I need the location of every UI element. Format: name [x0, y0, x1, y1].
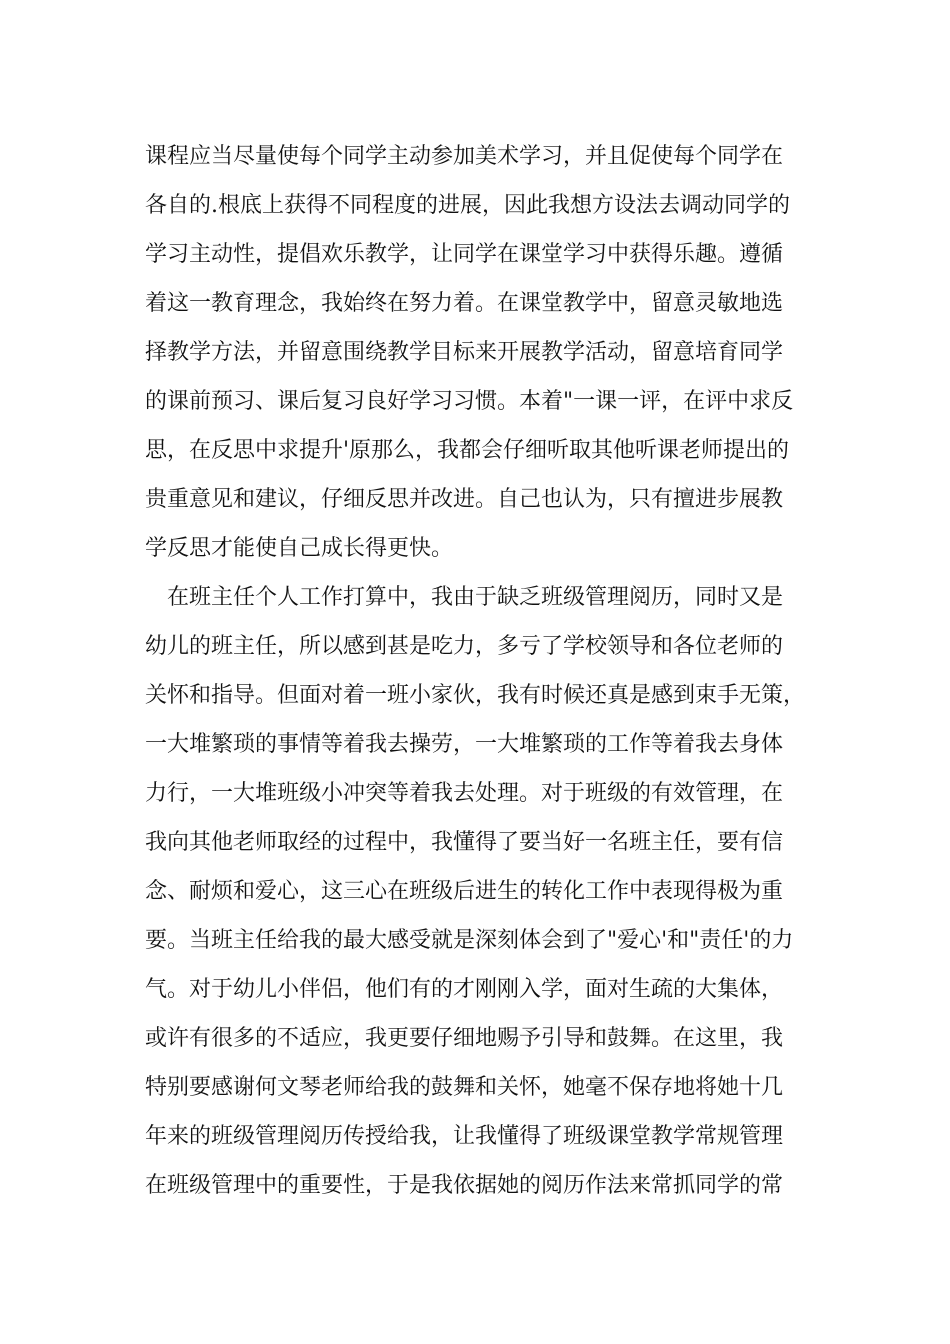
text-line: 一大堆繁琐的事情等着我去操劳，一大堆繁琐的工作等着我去身体: [145, 732, 784, 757]
text-line: 各自的.根底上获得不同程度的进展，因此我想方设法去调动同学的: [145, 193, 790, 218]
text-line: 择教学方法，并留意围绕教学目标来开展教学活动，留意培育同学: [145, 340, 784, 365]
text-line: 的课前预习、课后复习良好学习习惯。本着"一课一评，在评中求反: [145, 389, 794, 414]
text-line: 要。当班主任给我的最大感受就是深刻体会到了"爱心'和"责任'的力: [145, 928, 794, 953]
text-line: 我向其他老师取经的过程中，我懂得了要当好一名班主任，要有信: [145, 830, 784, 855]
paragraph-1: [145, 132, 825, 573]
text-line: 在班级管理中的重要性，于是我依据她的阅历作法来常抓同学的常: [145, 1173, 784, 1198]
text-line: 特别要感谢何文琴老师给我的鼓舞和关怀，她毫不保存地将她十几: [145, 1075, 784, 1100]
text-line: 学习主动性，提倡欢乐教学，让同学在课堂学习中获得乐趣。遵循: [145, 242, 784, 267]
text-line: 思，在反思中求提升'原那么，我都会仔细听取其他听课老师提出的: [145, 438, 790, 463]
text-line: 关怀和指导。但面对着一班小家伙，我有时候还真是感到束手无策，: [145, 683, 806, 708]
paragraph-2: [145, 573, 825, 1210]
text-line: 着这一教育理念，我始终在努力着。在课堂教学中，留意灵敏地选: [145, 291, 784, 316]
text-line: 在班主任个人工作打算中，我由于缺乏班级管理阅历，同时又是: [145, 585, 784, 610]
text-line: 学反思才能使自己成长得更快。: [145, 536, 454, 561]
text-line: 课程应当尽量使每个同学主动参加美术学习，并且促使每个同学在: [145, 144, 784, 169]
text-line: 力行，一大堆班级小冲突等着我去处理。对于班级的有效管理，在: [145, 781, 784, 806]
text-line: 或许有很多的不适应，我更要仔细地赐予引导和鼓舞。在这里，我: [145, 1026, 784, 1051]
text-line: 气。对于幼儿小伴侣，他们有的才刚刚入学，面对生疏的大集体，: [145, 977, 784, 1002]
text-line: 幼儿的班主任，所以感到甚是吃力，多亏了学校领导和各位老师的: [145, 634, 784, 659]
text-line: 贵重意见和建议，仔细反思并改进。自己也认为，只有擅进步展教: [145, 487, 784, 512]
text-line: 年来的班级管理阅历传授给我，让我懂得了班级课堂教学常规管理: [145, 1124, 784, 1149]
body-text: [145, 132, 825, 1210]
text-line: 念、耐烦和爱心，这三心在班级后进生的转化工作中表现得极为重: [145, 879, 784, 904]
